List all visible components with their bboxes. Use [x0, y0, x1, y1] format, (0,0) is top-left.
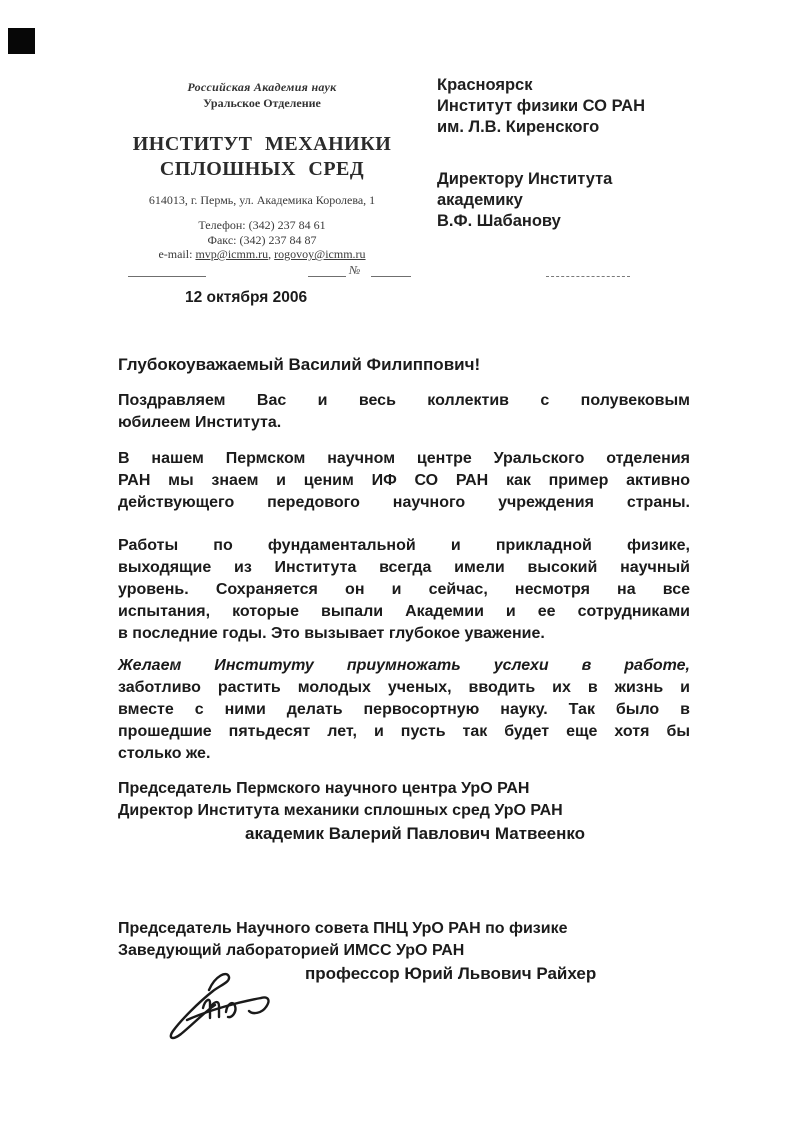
- addressee-name: В.Ф. Шабанову: [437, 212, 561, 230]
- recipient-block: [437, 75, 645, 232]
- letter-line: юбилеем Института.: [118, 414, 282, 431]
- signature-block-1: [118, 778, 585, 845]
- signature-title: Заведующий лабораторией ИМСС УрО РАН: [118, 941, 465, 959]
- paragraph-1: [118, 390, 690, 434]
- letter-line: Желаем Институту приумножать услехи в работе,: [118, 657, 690, 674]
- fax-line: Факс: (342) 237 84 87: [207, 232, 317, 247]
- recipient-addressee: [437, 169, 645, 232]
- institute-name-line1: ИНСТИТУТ МЕХАНИКИ: [132, 133, 392, 155]
- letter-line: В нашем Пермском научном центре Уральского отделения: [118, 450, 690, 467]
- signature-name: профессор Юрий Львович Райхер: [305, 964, 597, 983]
- paragraph-3: [118, 535, 690, 645]
- email-separator: ,: [268, 247, 275, 261]
- letter-body: [118, 354, 690, 765]
- academy-line: Российская Академия наук: [187, 80, 337, 94]
- letter-line: уровень. Сохраняется он и сейчас, несмотря на все: [118, 581, 690, 598]
- letter-line: прошедшие пятьдесят лет, и пусть так будет еще хотя бы: [118, 723, 690, 740]
- addressee-rank: академику: [437, 191, 523, 209]
- salutation: Глубокоуважаемый Василий Филиппович!: [118, 355, 481, 374]
- letter-line: испытания, которые выпали Академии и ее сотрудниками: [118, 603, 690, 620]
- handwritten-signature: [163, 968, 281, 1054]
- letter-line: вместе с ними делать первосортную науку. Так было в: [118, 701, 690, 718]
- letter-line: Работы по фундаментальной и прикладной физике,: [118, 537, 690, 554]
- institute-name-line2: СПЛОШНЫХ СРЕД: [159, 158, 365, 180]
- email-label: e-mail:: [158, 247, 196, 261]
- letter-line: заботливо растить молодых ученых, вводить их в жизнь и: [118, 679, 690, 696]
- letter-line: РАН мы знаем и ценим ИФ СО РАН как пример активно: [118, 472, 690, 489]
- email-line: [110, 247, 414, 262]
- letter-date: 12 октября 2006: [185, 289, 308, 306]
- signature-title: Директор Института механики сплошных сред УрО РАН: [118, 801, 563, 819]
- paragraph-4: [118, 655, 690, 765]
- reference-number-row: [128, 262, 630, 280]
- ref-blank-line-right: [546, 262, 630, 277]
- recipient-institute: Институт физики СО РАН: [437, 97, 645, 115]
- letter-line: в последние годы. Это вызывает глубокое уважение.: [118, 625, 545, 642]
- signature-title: Председатель Пермского научного центра УрО РАН: [118, 780, 530, 797]
- ref-blank-line-left: [128, 262, 206, 277]
- letterhead: [110, 80, 414, 262]
- recipient-organization: [437, 75, 645, 138]
- letter-line: выходящие из Института всегда имели высокий научный: [118, 559, 690, 576]
- paragraph-2: [118, 448, 690, 514]
- branch-line: Уральское Отделение: [203, 96, 321, 110]
- institute-name: [110, 132, 414, 182]
- signature-title: Председатель Научного совета ПНЦ УрО РАН по физике: [118, 920, 568, 937]
- recipient-institute-named-after: им. Л.В. Киренского: [437, 118, 600, 136]
- letter-line: столько же.: [118, 745, 211, 762]
- email-address-1: mvp@icmm.ru: [195, 247, 269, 261]
- ref-blank-line-mid2: [371, 262, 411, 277]
- email-address-2: rogovoy@icmm.ru: [274, 247, 366, 261]
- phone-line: Телефон: (342) 237 84 61: [198, 218, 326, 232]
- number-sign: №: [349, 263, 361, 277]
- ref-blank-line-mid: [308, 262, 346, 277]
- signature-name: академик Валерий Павлович Матвеенко: [245, 824, 586, 843]
- letter-line: действующего передового научного учреждения страны.: [118, 494, 690, 511]
- letter-line: Поздравляем Вас и весь коллектив с полувековым: [118, 392, 690, 409]
- recipient-city: Красноярск: [437, 76, 533, 94]
- addressee-title: Директору Института: [437, 170, 613, 188]
- scan-artifact-black-square: [8, 28, 35, 54]
- institute-address: 614013, г. Пермь, ул. Академика Королева, 1: [148, 193, 376, 207]
